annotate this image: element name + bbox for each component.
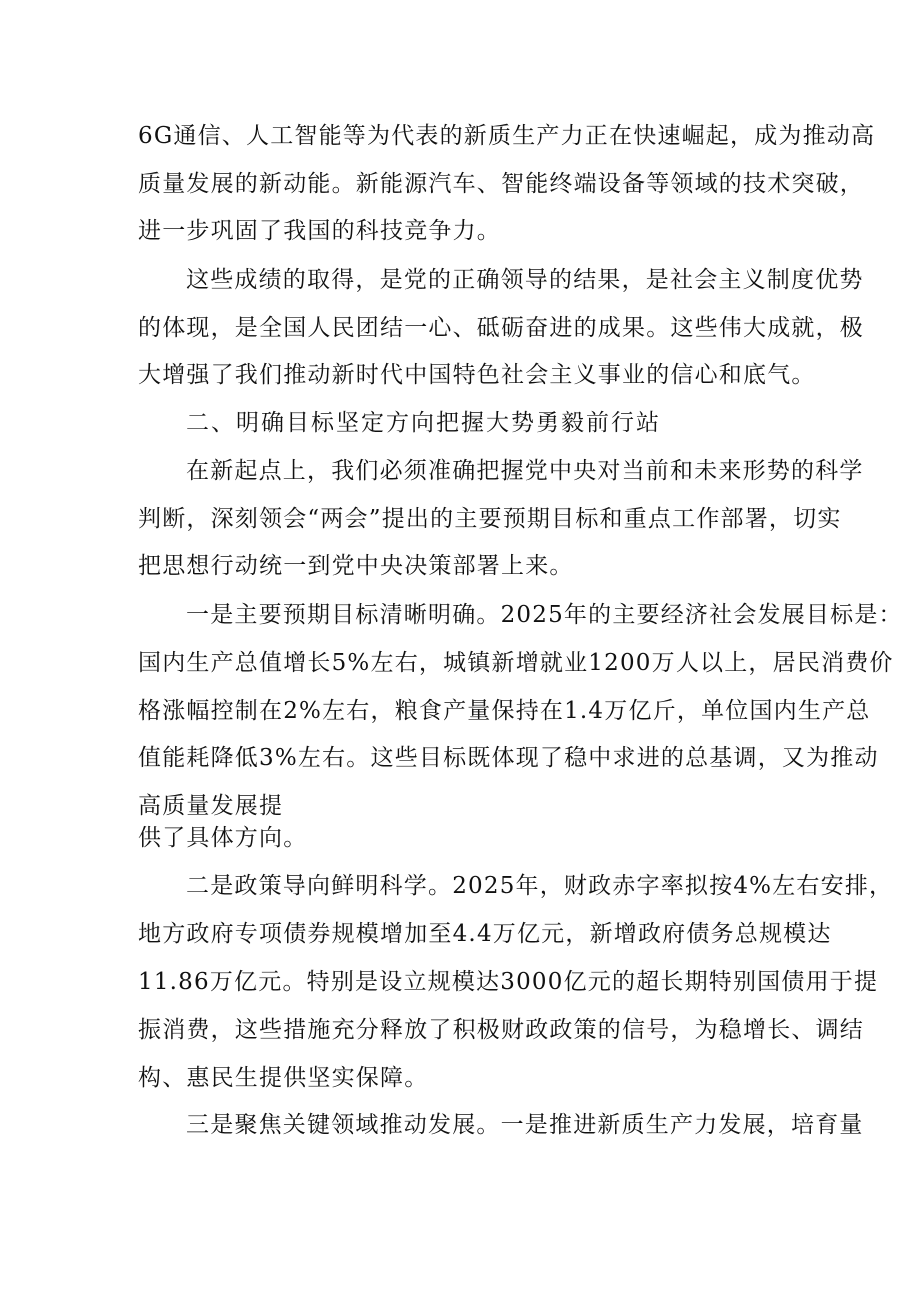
text-line: 11.86万亿元。特别是设立规模达3000亿元的超长期特别国债用于提 xyxy=(138,969,879,995)
paragraph-first-line: 一是主要预期目标清晰明确。2025年的主要经济社会发展目标是： xyxy=(186,602,903,628)
paragraph-first-line: 二是政策导向鲜明科学。2025年，财政赤字率拟按4%左右安排， xyxy=(186,873,894,899)
text-line: 振消费，这些措施充分释放了积极财政政策的信号，为稳增长、调结 xyxy=(138,1017,864,1043)
text-line: 构、惠民生提供坚实保障。 xyxy=(138,1065,429,1091)
text-line: 大增强了我们推动新时代中国特色社会主义事业的信心和底气。 xyxy=(138,362,816,388)
text-line: 高质量发展提 xyxy=(138,793,284,819)
text-line: 判断，深刻领会“两会”提出的主要预期目标和重点工作部署，切实 xyxy=(138,506,842,532)
text-line: 的体现，是全国人民团结一心、砥砺奋进的成果。这些伟大成就，极 xyxy=(138,315,864,341)
text-line: 地方政府专项债券规模增加至4.4万亿元，新增政府债务总规模达 xyxy=(138,921,832,947)
paragraph-first-line: 这些成绩的取得，是党的正确领导的结果，是社会主义制度优势 xyxy=(186,267,864,293)
text-line: 值能耗降低3%左右。这些目标既体现了稳中求进的总基调，又为推动 xyxy=(138,745,879,771)
text-line: 进一步巩固了我国的科技竞争力。 xyxy=(138,218,501,244)
section-heading: 二、明确目标坚定方向把握大势勇毅前行站 xyxy=(186,410,661,436)
text-line: 格涨幅控制在2%左右，粮食产量保持在1.4万亿斤，单位国内生产总 xyxy=(138,698,871,724)
text-line: 6G通信、人工智能等为代表的新质生产力正在快速崛起，成为推动高 xyxy=(138,123,876,149)
paragraph-first-line: 三是聚焦关键领域推动发展。一是推进新质生产力发展，培育量 xyxy=(186,1112,864,1138)
text-line: 把思想行动统一到党中央决策部署上来。 xyxy=(138,553,574,579)
text-line: 质量发展的新动能。新能源汽车、智能终端设备等领域的技术突破， xyxy=(138,171,864,197)
paragraph-first-line: 在新起点上，我们必须准确把握党中央对当前和未来形势的科学 xyxy=(186,458,864,484)
text-line: 国内生产总值增长5%左右，城镇新增就业1200万人以上，居民消费价 xyxy=(138,650,894,676)
text-line: 供了具体方向。 xyxy=(138,825,308,851)
